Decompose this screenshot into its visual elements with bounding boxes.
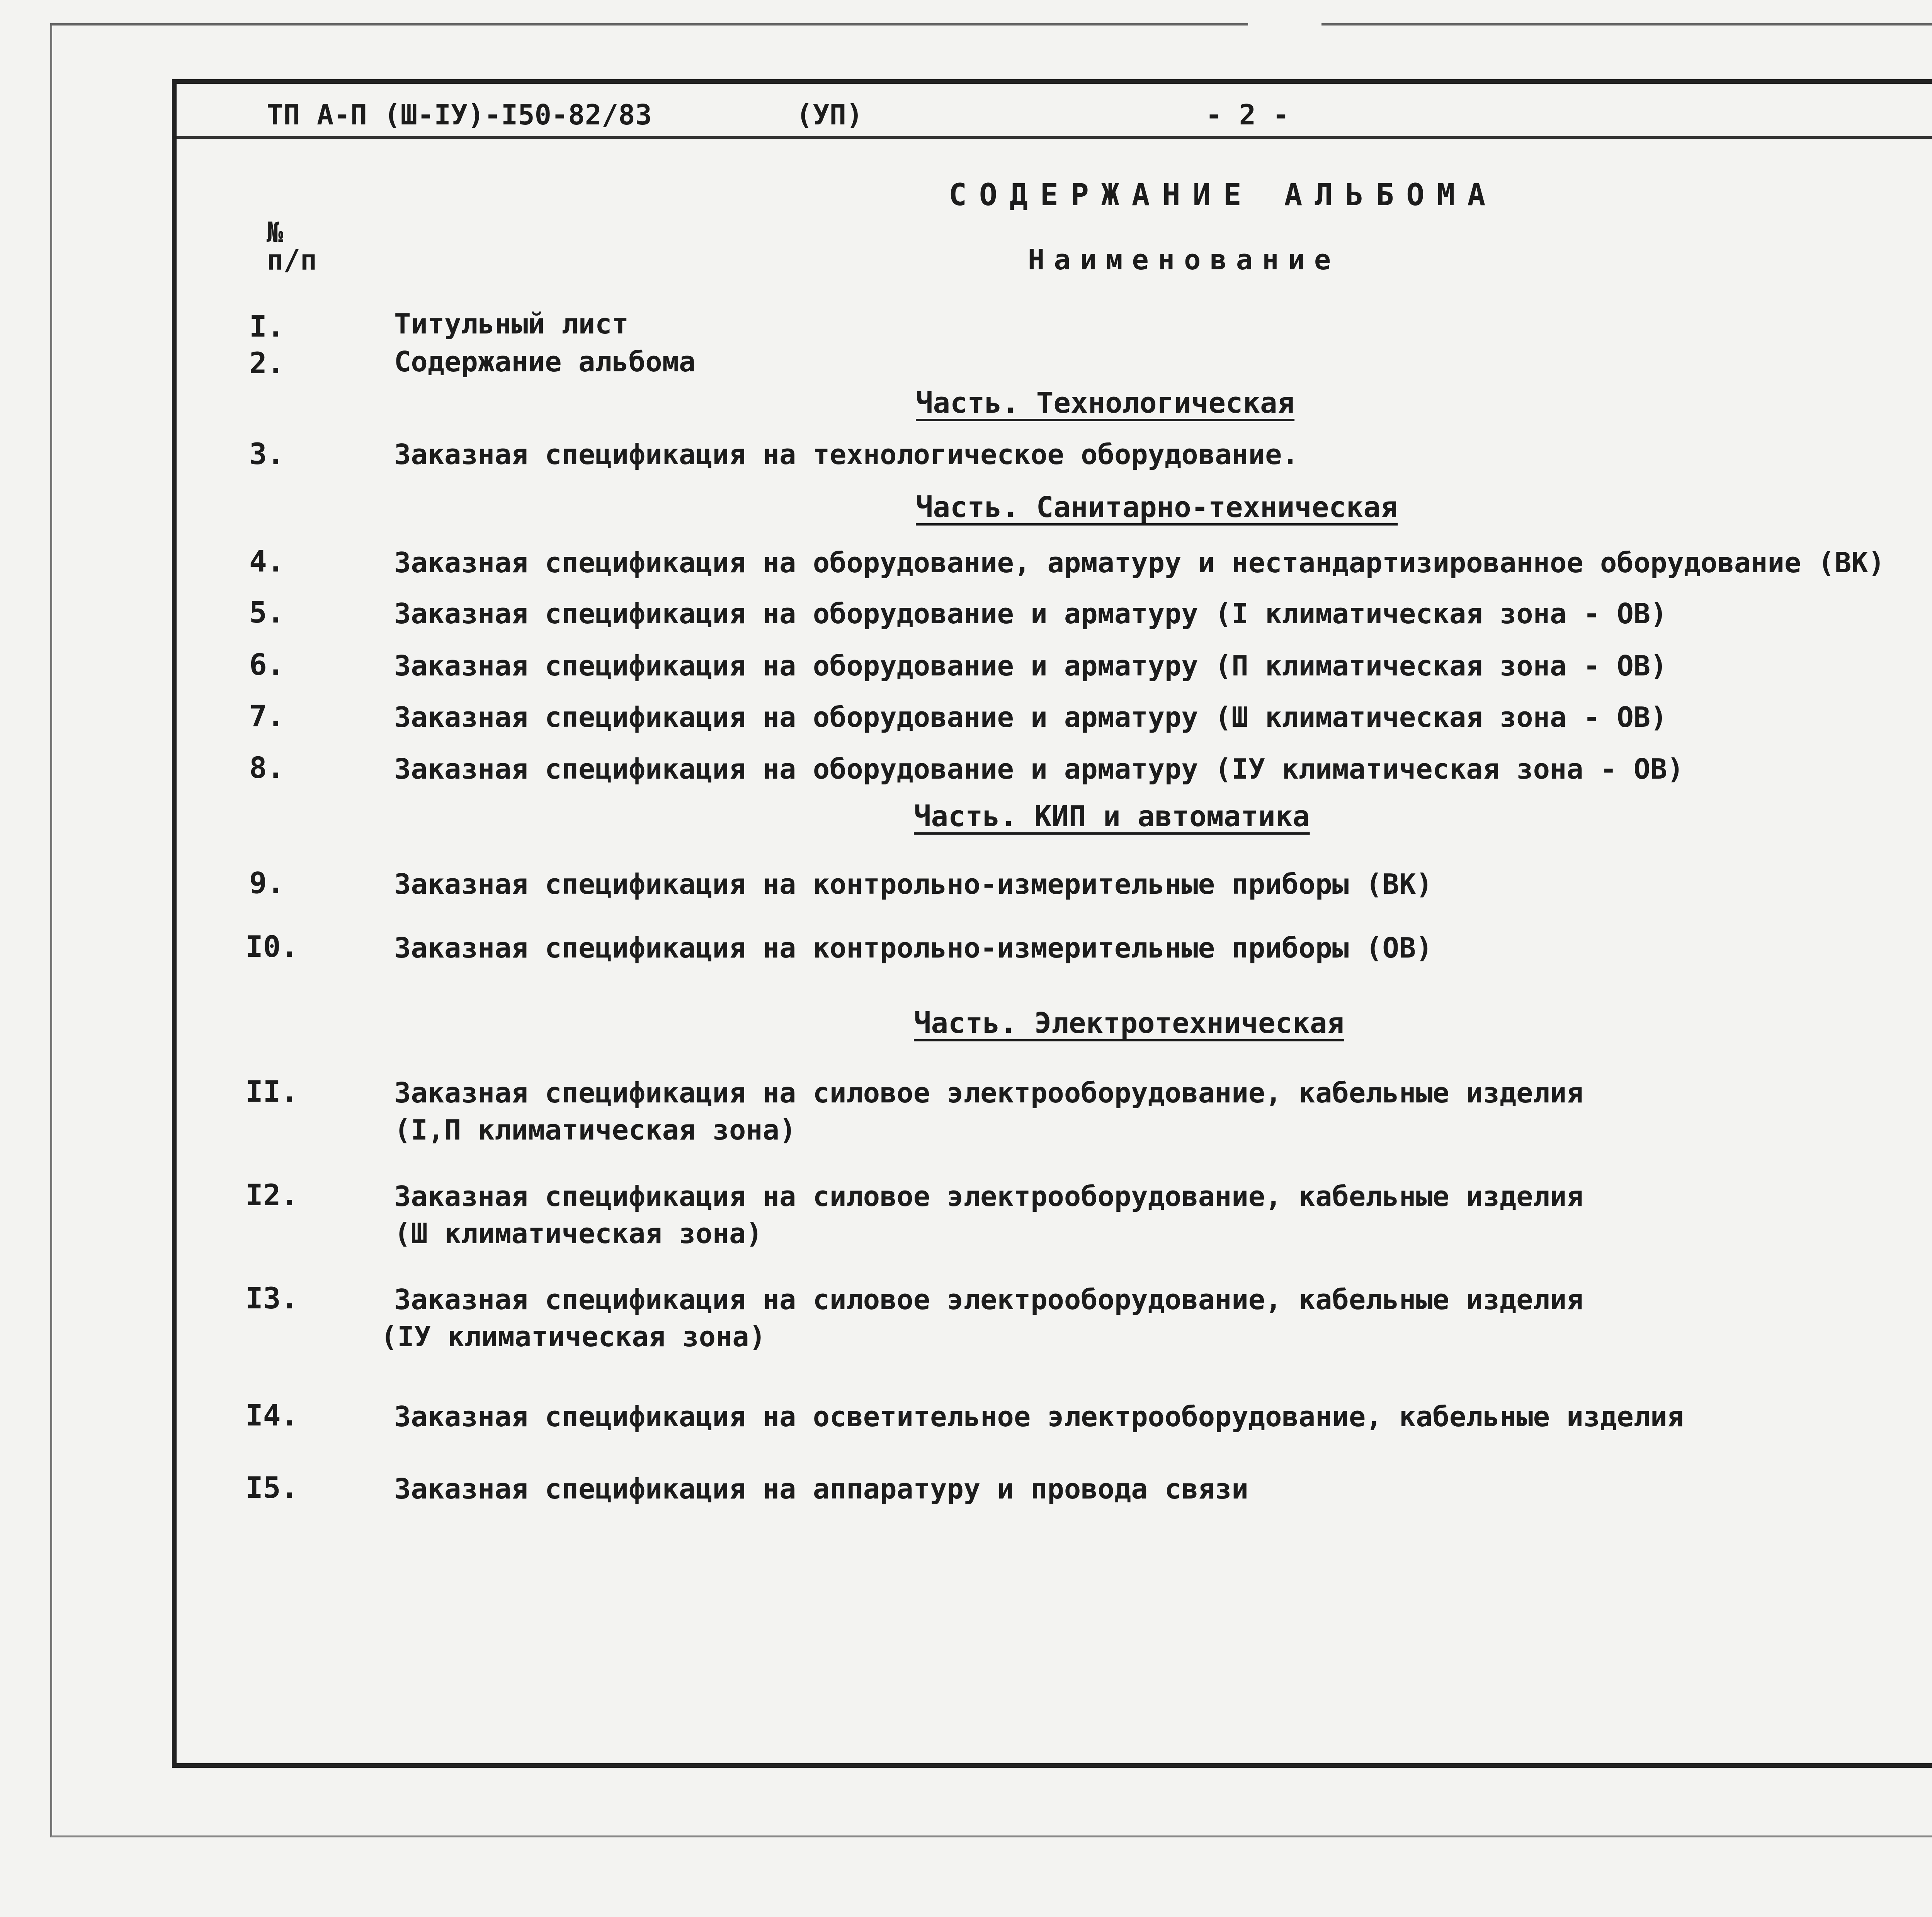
column-number-header: № п/п — [267, 216, 317, 276]
item-name: Заказная спецификация на контрольно-измерительные приборы (ОВ) — [394, 932, 1433, 964]
item-name: Заказная спецификация на оборудование, арматуру и нестандартизированное оборудование (ВК) — [394, 546, 1885, 579]
item-number: II. — [245, 1074, 299, 1109]
section-code: (УП) — [796, 99, 863, 131]
item-name: Заказная спецификация на контрольно-измерительные приборы (ВК) — [394, 868, 1433, 900]
item-name: Содержание альбома — [394, 345, 696, 378]
item-name: Заказная спецификация на технологическое оборудование. — [394, 438, 1299, 471]
item-number: 4. — [249, 544, 285, 578]
part-heading: Часть. КИП и автоматика — [914, 800, 1310, 833]
item-number: 7. — [249, 699, 285, 733]
item-name-continued: (Ш климатическая зона) — [394, 1217, 763, 1250]
part-heading: Часть. Электротехническая — [914, 1007, 1344, 1040]
item-name: Заказная спецификация на оборудование и арматуру (П климатическая зона - ОВ) — [394, 650, 1667, 682]
item-name: Заказная спецификация на осветительное электрооборудование, кабельные изделия — [394, 1400, 1684, 1433]
item-name-continued: (I,П климатическая зона) — [394, 1114, 796, 1146]
item-number: I0. — [245, 929, 299, 964]
item-name: Заказная спецификация на оборудование и арматуру (IУ климатическая зона - ОВ) — [394, 753, 1684, 785]
item-name-continued: (IУ климатическая зона) — [381, 1320, 766, 1353]
item-number: I. — [249, 309, 285, 344]
item-number: 3. — [249, 437, 285, 471]
item-name: Заказная спецификация на силовое электрооборудование, кабельные изделия — [394, 1180, 1583, 1213]
item-number: I2. — [245, 1178, 299, 1212]
item-name: Заказная спецификация на оборудование и арматуру (I климатическая зона - ОВ) — [394, 597, 1667, 630]
item-name: Заказная спецификация на оборудование и арматуру (Ш климатическая зона - ОВ) — [394, 701, 1667, 733]
column-name-header: Наименование — [1028, 243, 1340, 276]
item-number: I5. — [245, 1470, 299, 1505]
top-rule-mid — [1321, 23, 1932, 26]
doc-code: ТП А-П (Ш-IУ)-I50-82/83 — [267, 99, 652, 131]
item-number: 9. — [249, 866, 285, 900]
item-number: 8. — [249, 750, 285, 785]
item-number: I4. — [245, 1398, 299, 1432]
part-heading: Часть. Технологическая — [916, 386, 1295, 420]
item-number: 6. — [249, 647, 285, 682]
stamp-divider — [177, 136, 1932, 139]
item-name: Заказная спецификация на силовое электрооборудование, кабельные изделия — [394, 1077, 1583, 1109]
item-number: I3. — [245, 1281, 299, 1315]
part-heading: Часть. Санитарно-техническая — [916, 491, 1398, 524]
item-number: 2. — [249, 346, 285, 380]
item-name: Заказная спецификация на силовое электрооборудование, кабельные изделия — [394, 1283, 1583, 1316]
page-number: - 2 - — [1206, 99, 1289, 131]
item-name: Титульный лист — [394, 308, 629, 340]
item-name: Заказная спецификация на аппаратуру и провода связи — [394, 1473, 1248, 1505]
page-title: СОДЕРЖАНИЕ АЛЬБОМА — [949, 178, 1498, 213]
top-rule-left — [50, 23, 1248, 26]
item-number: 5. — [249, 595, 285, 629]
